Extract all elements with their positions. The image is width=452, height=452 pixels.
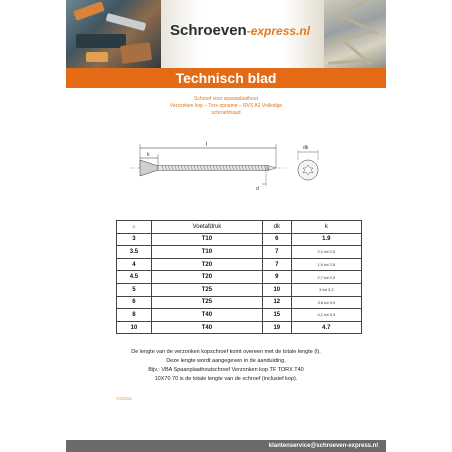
cell-voetafdruk: T20 [151,271,262,284]
cell-d: 5 [117,283,152,296]
cell-voetafdruk: T25 [151,283,262,296]
cell-dk: 12 [262,296,291,309]
subtitle-line-2: Verzonken kop – Torx-opname – RVS A2 Volledige [169,103,283,109]
cell-d: 10 [117,321,152,334]
subtitle-line-3: schroefdraad [211,110,241,116]
header-d: D [117,221,152,234]
note-line-2: Deze lengte wordt aangegeven in de aanduiding. [166,358,286,364]
header-photo-screws [324,0,386,68]
subtitle-line-1: Schroef voor spaanplaathout [194,96,258,102]
label-dk: dk [303,145,309,151]
cell-k: 2,7 tot 2,9 [291,271,361,284]
cell-dk: 19 [262,321,291,334]
screw-tip [268,166,276,171]
length-notes [86,348,366,384]
cell-dk: 6 [262,233,291,246]
cell-k: 2,1 tot 2,5 [291,246,361,259]
header-voetafdruk: Voetafdruk [151,221,262,234]
table-row [117,258,362,271]
table-row [117,309,362,322]
label-l: l [206,142,208,148]
brand-logo-main: Schroeven [170,22,247,39]
header-photo-tools [66,0,161,68]
cell-dk: 15 [262,309,291,322]
brand-logo[interactable] [170,22,310,39]
product-subtitle [86,96,366,117]
cell-voetafdruk: T10 [151,233,262,246]
table-row [117,321,362,334]
cell-voetafdruk: T20 [151,258,262,271]
screw-head [140,160,158,176]
cell-voetafdruk: T40 [151,321,262,334]
cell-dk: 7 [262,258,291,271]
document-page [66,0,386,452]
spec-table [116,220,362,334]
header-dk: dk [262,221,291,234]
cell-d: 4 [117,258,152,271]
screw-shank [158,166,268,171]
header-k: k [291,221,361,234]
label-d: d [256,186,259,192]
cell-k: 3 tot 3,2 [291,283,361,296]
cell-d: 6 [117,296,152,309]
cell-d: 3 [117,233,152,246]
brand-logo-accent: -express.nl [246,24,311,38]
cell-voetafdruk: T10 [151,246,262,259]
note-line-3: Bijv.: VBA Spaanplaathoutschroef Verzonken kop TF TORX T40 [148,367,304,373]
cell-dk: 10 [262,283,291,296]
cell-voetafdruk: T25 [151,296,262,309]
page-title: Technisch blad [175,70,277,86]
note-line-4: 10X70 70 is de totale lengte van de schroef (inclusief kop). [154,376,298,382]
cell-k: 3,6 tot 3,9 [291,296,361,309]
cell-k: 4.7 [291,321,361,334]
cell-k: 1,9 tot 2,6 [291,258,361,271]
footer-email-link[interactable]: klantenservice@schroeven-express.nl [268,443,378,449]
table-header-row [117,221,362,234]
cell-dk: 9 [262,271,291,284]
label-k: k [147,152,150,158]
cell-k: 1.9 [291,233,361,246]
cell-k: 4,1 tot 5,3 [291,309,361,322]
table-row [117,233,362,246]
cell-dk: 7 [262,246,291,259]
table-row [117,296,362,309]
table-row [117,246,362,259]
table-row [117,283,362,296]
document-code: VS0251 [116,396,133,401]
cell-d: 8 [117,309,152,322]
cell-d: 3.5 [117,246,152,259]
screw-technical-drawing [126,138,336,198]
note-line-1: De lengte van de verzonken kopschroef komt overeen met de totale lengte (l). [131,349,321,355]
cell-voetafdruk: T40 [151,309,262,322]
cell-d: 4.5 [117,271,152,284]
table-row [117,271,362,284]
